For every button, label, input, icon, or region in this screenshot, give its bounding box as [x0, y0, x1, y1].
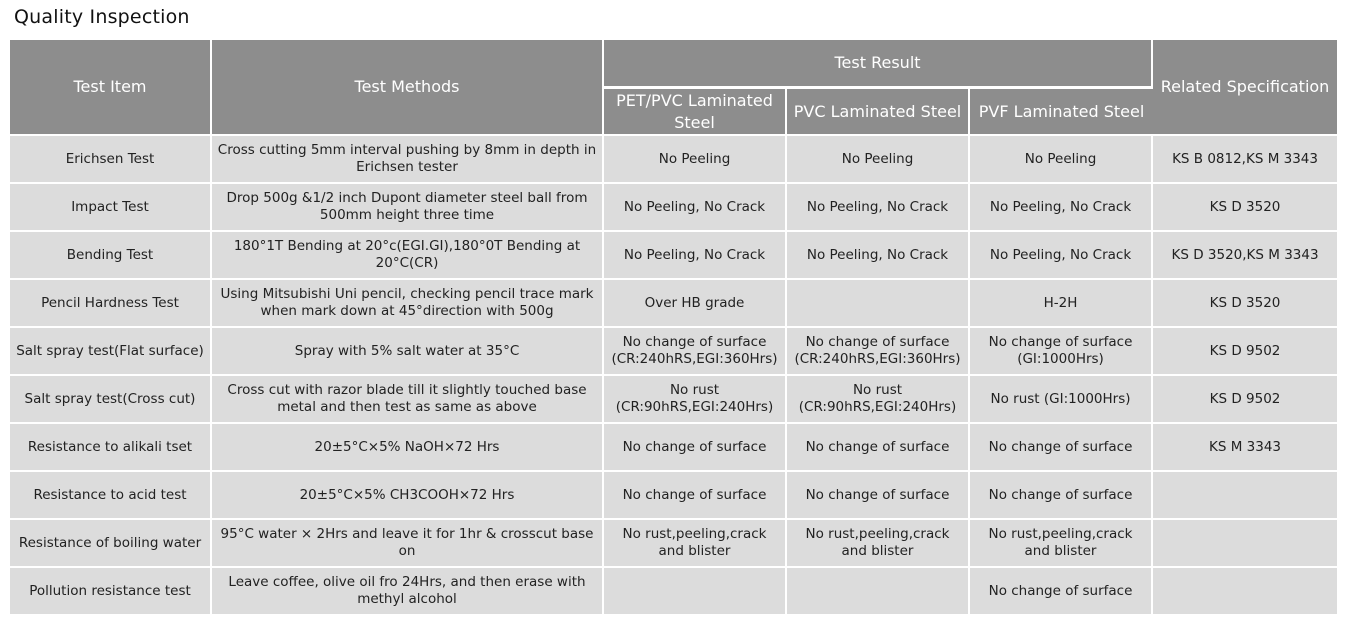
- related-spec-cell: KS D 9502: [1153, 376, 1337, 424]
- result-pet-pvc-cell: No Peeling, No Crack: [604, 232, 787, 280]
- test-method-cell: Leave coffee, olive oil fro 24Hrs, and then erase with methyl alcohol: [212, 568, 604, 616]
- result-pvc-cell: [787, 280, 970, 328]
- result-pvf-cell: No Peeling, No Crack: [970, 184, 1153, 232]
- result-pet-pvc-cell: No Peeling: [604, 136, 787, 184]
- header-test-result: Test Result: [604, 40, 1153, 88]
- result-pet-pvc-cell: No Peeling, No Crack: [604, 184, 787, 232]
- result-pvf-cell: No change of surface: [970, 472, 1153, 520]
- test-method-cell: 20±5°C×5% CH3COOH×72 Hrs: [212, 472, 604, 520]
- test-item-cell: Bending Test: [10, 232, 212, 280]
- result-pvf-cell: No Peeling, No Crack: [970, 232, 1153, 280]
- result-pvc-cell: No rust,peeling,crack and blister: [787, 520, 970, 568]
- test-method-cell: Drop 500g &1/2 inch Dupont diameter steel ball from 500mm height three time: [212, 184, 604, 232]
- header-pet-pvc-laminated-steel: PET/PVC Laminated Steel: [604, 88, 787, 136]
- test-item-cell: Resistance to alikali tset: [10, 424, 212, 472]
- result-pvc-cell: No rust (CR:90hRS,EGI:240Hrs): [787, 376, 970, 424]
- table-row: [10, 568, 1337, 616]
- test-item-cell: Pollution resistance test: [10, 568, 212, 616]
- result-pet-pvc-cell: No change of surface: [604, 472, 787, 520]
- result-pvc-cell: No change of surface: [787, 472, 970, 520]
- related-spec-cell: KS D 3520: [1153, 184, 1337, 232]
- test-item-cell: Pencil Hardness Test: [10, 280, 212, 328]
- page-title: Quality Inspection: [14, 6, 190, 28]
- test-item-cell: Salt spray test(Cross cut): [10, 376, 212, 424]
- table-row: [10, 184, 1337, 232]
- test-method-cell: 180°1T Bending at 20°c(EGI.GI),180°0T Bending at 20°C(CR): [212, 232, 604, 280]
- result-pvf-cell: No change of surface (GI:1000Hrs): [970, 328, 1153, 376]
- table-row: [10, 328, 1337, 376]
- related-spec-cell: [1153, 568, 1337, 616]
- related-spec-cell: KS D 9502: [1153, 328, 1337, 376]
- header-pvc-laminated-steel: PVC Laminated Steel: [787, 88, 970, 136]
- result-pet-pvc-cell: Over HB grade: [604, 280, 787, 328]
- result-pvc-cell: No Peeling: [787, 136, 970, 184]
- related-spec-cell: [1153, 472, 1337, 520]
- table-row: [10, 376, 1337, 424]
- table-body: [10, 136, 1337, 616]
- result-pvf-cell: No change of surface: [970, 424, 1153, 472]
- header-test-methods: Test Methods: [212, 40, 604, 136]
- result-pvc-cell: No Peeling, No Crack: [787, 232, 970, 280]
- test-method-cell: Cross cut with razor blade till it slightly touched base metal and then test as same as above: [212, 376, 604, 424]
- related-spec-cell: KS M 3343: [1153, 424, 1337, 472]
- result-pet-pvc-cell: No change of surface: [604, 424, 787, 472]
- test-item-cell: Resistance to acid test: [10, 472, 212, 520]
- test-item-cell: Resistance of boiling water: [10, 520, 212, 568]
- table-row: [10, 280, 1337, 328]
- result-pvf-cell: H-2H: [970, 280, 1153, 328]
- result-pvc-cell: No Peeling, No Crack: [787, 184, 970, 232]
- related-spec-cell: [1153, 520, 1337, 568]
- related-spec-cell: KS D 3520: [1153, 280, 1337, 328]
- result-pvf-cell: No rust,peeling,crack and blister: [970, 520, 1153, 568]
- result-pvf-cell: No Peeling: [970, 136, 1153, 184]
- test-method-cell: 20±5°C×5% NaOH×72 Hrs: [212, 424, 604, 472]
- result-pvc-cell: No change of surface (CR:240hRS,EGI:360Hrs): [787, 328, 970, 376]
- result-pvf-cell: No rust (GI:1000Hrs): [970, 376, 1153, 424]
- header-pvf-laminated-steel: PVF Laminated Steel: [970, 88, 1153, 136]
- result-pet-pvc-cell: [604, 568, 787, 616]
- test-method-cell: Spray with 5% salt water at 35°C: [212, 328, 604, 376]
- test-item-cell: Erichsen Test: [10, 136, 212, 184]
- table-row: [10, 520, 1337, 568]
- related-spec-cell: KS D 3520,KS M 3343: [1153, 232, 1337, 280]
- result-pvc-cell: [787, 568, 970, 616]
- table-row: [10, 424, 1337, 472]
- test-item-cell: Salt spray test(Flat surface): [10, 328, 212, 376]
- related-spec-cell: KS B 0812,KS M 3343: [1153, 136, 1337, 184]
- result-pet-pvc-cell: No change of surface (CR:240hRS,EGI:360Hrs): [604, 328, 787, 376]
- test-method-cell: Cross cutting 5mm interval pushing by 8mm in depth in Erichsen tester: [212, 136, 604, 184]
- header-related-specification: Related Specification: [1153, 40, 1337, 136]
- table-row: [10, 136, 1337, 184]
- result-pvc-cell: No change of surface: [787, 424, 970, 472]
- test-item-cell: Impact Test: [10, 184, 212, 232]
- table-row: [10, 232, 1337, 280]
- test-method-cell: 95°C water × 2Hrs and leave it for 1hr & crosscut base on: [212, 520, 604, 568]
- quality-inspection-table: [10, 40, 1337, 616]
- result-pet-pvc-cell: No rust,peeling,crack and blister: [604, 520, 787, 568]
- table-row: [10, 472, 1337, 520]
- result-pet-pvc-cell: No rust (CR:90hRS,EGI:240Hrs): [604, 376, 787, 424]
- test-method-cell: Using Mitsubishi Uni pencil, checking pencil trace mark when mark down at 45°direction with 500g: [212, 280, 604, 328]
- result-pvf-cell: No change of surface: [970, 568, 1153, 616]
- header-test-item: Test Item: [10, 40, 212, 136]
